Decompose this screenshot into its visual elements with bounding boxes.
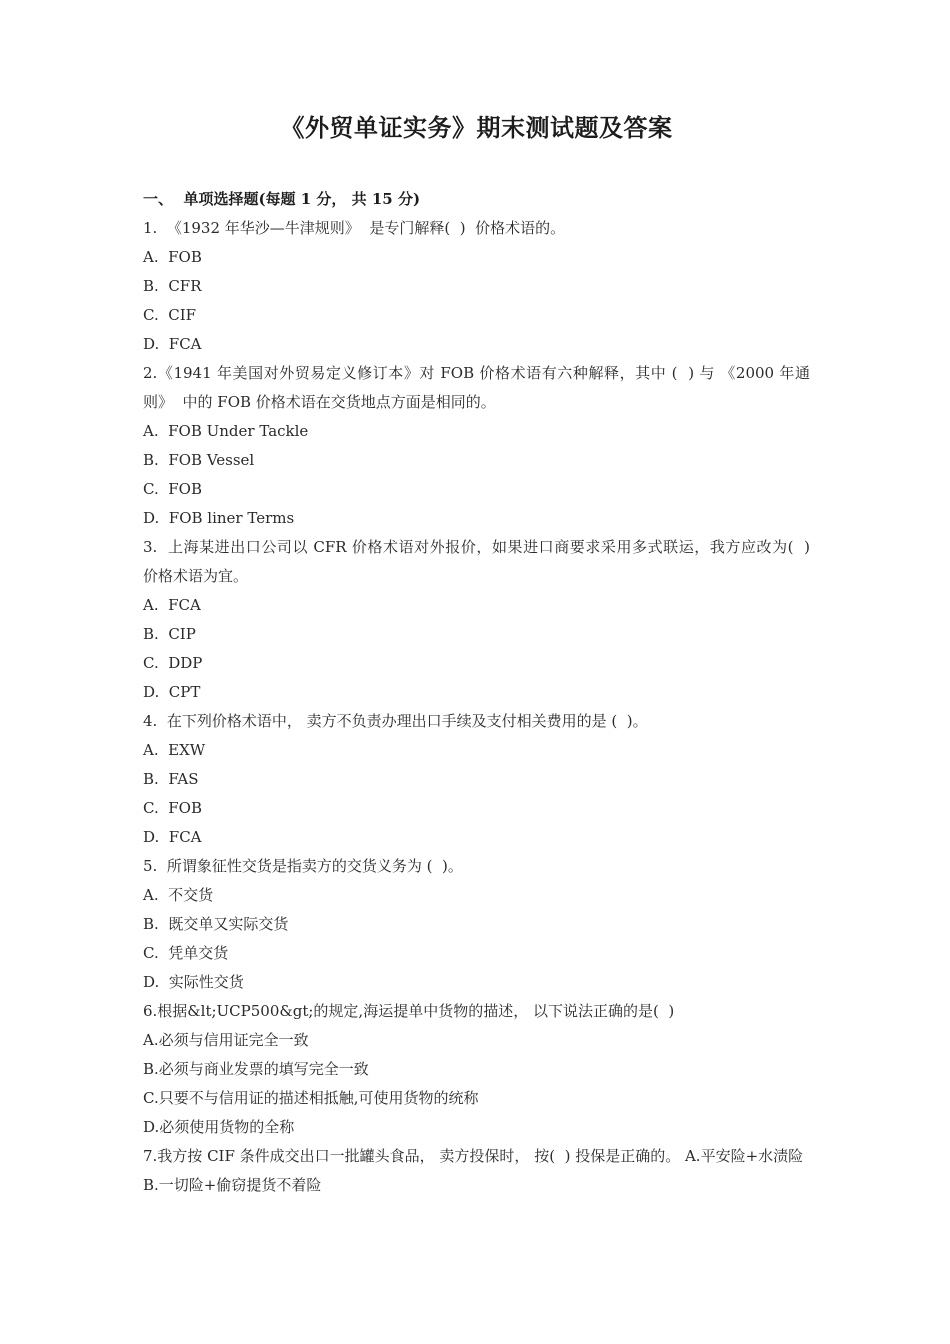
option-b[interactable]: B.一切险+偷窃提货不着险	[143, 1176, 322, 1194]
option-b[interactable]: B. FOB Vessel	[143, 451, 255, 469]
option-b[interactable]: B. CFR	[143, 277, 202, 295]
option-a[interactable]: A. FCA	[143, 596, 201, 614]
document-content	[143, 0, 820, 1200]
question-block-1	[143, 214, 810, 359]
question-block-5	[143, 852, 810, 997]
option-b[interactable]: B. 既交单又实际交货	[143, 915, 289, 933]
question-block-2	[143, 359, 810, 533]
option-c[interactable]: C. CIF	[143, 306, 197, 324]
option-c[interactable]: C. DDP	[143, 654, 203, 672]
question-stem: 5. 所谓象征性交货是指卖方的交货义务为 ( )。	[143, 857, 463, 875]
question-stem: 4. 在下列价格术语中， 卖方不负责办理出口手续及支付相关费用的是 ( )。	[143, 712, 648, 730]
option-b[interactable]: B. FAS	[143, 770, 199, 788]
question-stem: 3. 上海某进出口公司以 CFR 价格术语对外报价，如果进口商要求采用多式联运，我方应改为( ) 价格术语为宜。	[143, 538, 820, 585]
question-block-3	[143, 533, 820, 707]
option-c[interactable]: C.只要不与信用证的描述相抵触,可使用货物的统称	[143, 1089, 479, 1107]
option-a[interactable]: A. EXW	[143, 741, 206, 759]
question-block-4	[143, 707, 810, 852]
option-d[interactable]: D. CPT	[143, 683, 201, 701]
option-c[interactable]: C. FOB	[143, 799, 202, 817]
question-stem: 2.《1941 年美国对外贸易定义修订本》对 FOB 价格术语有六种解释，其中 ( ) 与 《2000 年通则》 中的 FOB 价格术语在交货地点方面是相同的。	[143, 364, 810, 411]
question-stem: 6.根据&lt;UCP500&gt;的规定,海运提单中货物的描述， 以下说法正确的是( )	[143, 1002, 675, 1020]
option-a[interactable]: A. FOB	[143, 248, 202, 266]
option-b[interactable]: B.必须与商业发票的填写完全一致	[143, 1060, 369, 1078]
option-d[interactable]: D. 实际性交货	[143, 973, 244, 991]
section-heading-single-choice: 一、 单项选择题(每题 1 分， 共 15 分)	[143, 190, 421, 208]
option-d[interactable]: D. FCA	[143, 828, 202, 846]
option-d[interactable]: D.必须使用货物的全称	[143, 1118, 295, 1136]
question-block-7	[143, 1142, 810, 1200]
option-c[interactable]: C. 凭单交货	[143, 944, 229, 962]
option-a[interactable]: A.必须与信用证完全一致	[143, 1031, 309, 1049]
option-d[interactable]: D. FCA	[143, 335, 202, 353]
option-a[interactable]: A. 不交货	[143, 886, 214, 904]
question-stem: 7.我方按 CIF 条件成交出口一批罐头食品， 卖方投保时， 按( ) 投保是正确的。 A.平安险+水渍险	[143, 1147, 804, 1165]
option-c[interactable]: C. FOB	[143, 480, 202, 498]
page-title: 《外贸单证实务》期末测试题及答案	[280, 113, 673, 142]
option-d[interactable]: D. FOB liner Terms	[143, 509, 295, 527]
option-b[interactable]: B. CIP	[143, 625, 196, 643]
question-stem: 1. 《1932 年华沙—牛津规则》 是专门解释( ) 价格术语的。	[143, 219, 566, 237]
option-a[interactable]: A. FOB Under Tackle	[143, 422, 309, 440]
question-block-6	[143, 997, 810, 1142]
